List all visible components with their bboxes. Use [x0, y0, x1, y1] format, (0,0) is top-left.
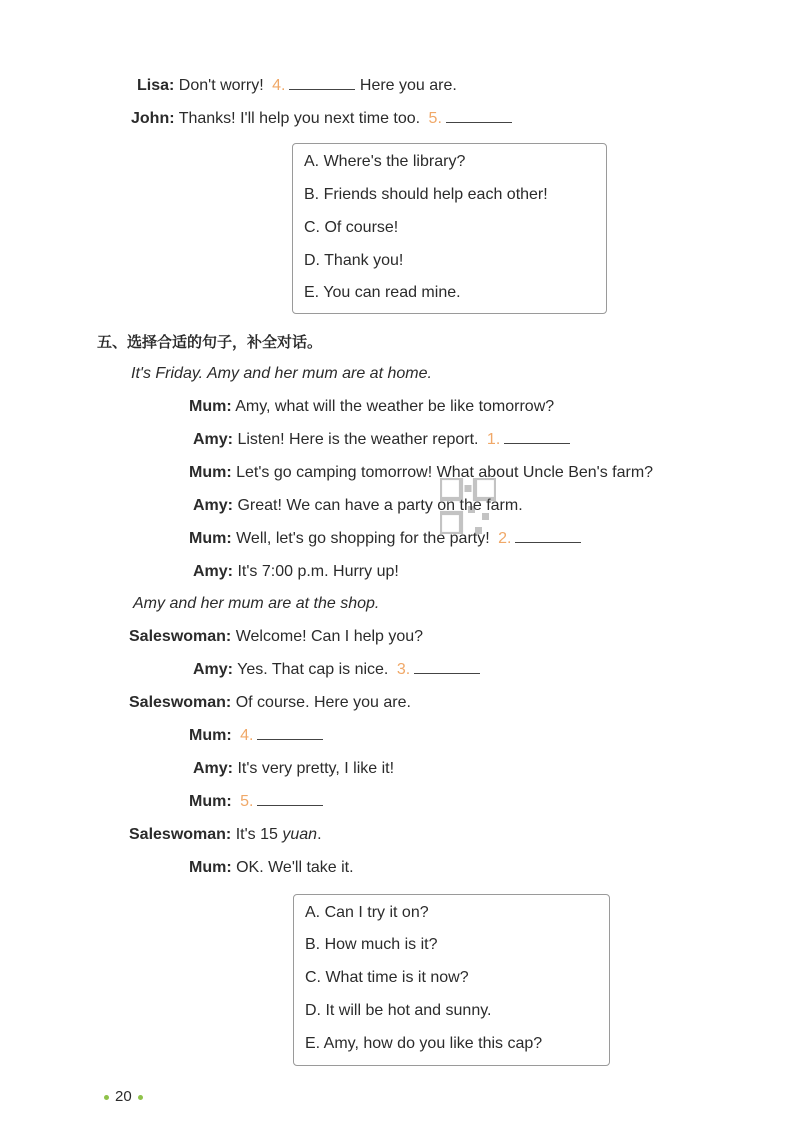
- answer-blank[interactable]: [257, 791, 323, 806]
- dialog-text-after: Here you are.: [355, 77, 457, 94]
- question-number: 4.: [272, 77, 286, 94]
- option-d: D. Thank you!: [304, 252, 404, 269]
- dialog-line: [193, 561, 399, 583]
- footer-dot-left: [104, 1095, 109, 1100]
- speaker-label: Mum:: [189, 464, 232, 481]
- dialog-text: It's very pretty, I like it!: [237, 760, 395, 777]
- section-heading: 五、选择合适的句子，补全对话。: [97, 333, 323, 351]
- page-number-text: 20: [115, 1088, 132, 1105]
- answer-blank[interactable]: [515, 528, 581, 543]
- question-number: 3.: [396, 661, 411, 678]
- dialog-text: It's 15: [235, 826, 283, 843]
- dialog-line: [189, 791, 323, 813]
- option-a: A. Where's the library?: [304, 153, 466, 170]
- dialog-text: Don't worry!: [178, 77, 269, 94]
- question-number: 4.: [240, 727, 254, 744]
- options-box-section4: [292, 143, 607, 314]
- speaker-label: Amy:: [193, 431, 234, 448]
- question-number: 2.: [498, 530, 512, 547]
- dialog-line: [193, 758, 394, 780]
- dialog-text: Thanks! I'll help you next time too.: [178, 110, 425, 127]
- dialog-line-john: [131, 108, 512, 130]
- option-c: C. Of course!: [304, 219, 399, 236]
- speaker-label: Amy:: [193, 497, 234, 514]
- speaker-label: Saleswoman:: [129, 694, 232, 711]
- option-e: E. Amy, how do you like this cap?: [305, 1035, 543, 1052]
- qr-code-icon: [440, 478, 496, 534]
- speaker-label: Saleswoman:: [129, 628, 232, 645]
- speaker-label: Mum:: [189, 859, 232, 876]
- speaker-label: Amy:: [193, 661, 234, 678]
- question-number: 5.: [428, 110, 442, 127]
- footer-dot-right: [138, 1095, 143, 1100]
- speaker-label: Lisa:: [137, 77, 175, 94]
- speaker-label: Saleswoman:: [129, 826, 232, 843]
- dialog-line: [193, 429, 570, 451]
- speaker-label: Mum:: [189, 727, 232, 744]
- dialog-text: Let's go camping tomorrow! What about Uncle Ben's farm?: [236, 464, 654, 481]
- dialog-line: [189, 725, 323, 747]
- dialog-text: Listen! Here is the weather report.: [237, 431, 483, 448]
- answer-blank[interactable]: [257, 725, 323, 740]
- question-number: 5.: [240, 793, 254, 810]
- dialog-line: [129, 824, 322, 846]
- option-b: B. Friends should help each other!: [304, 186, 548, 203]
- currency-word: yuan: [282, 826, 318, 843]
- option-c: C. What time is it now?: [305, 969, 469, 986]
- dialog-line: [129, 626, 423, 648]
- scene-description-shop: Amy and her mum are at the shop.: [133, 595, 380, 612]
- dialog-line: [189, 396, 554, 418]
- dialog-text: Amy, what will the weather be like tomorrow?: [235, 398, 555, 415]
- answer-blank[interactable]: [504, 429, 570, 444]
- question-number: 1.: [486, 431, 501, 448]
- answer-blank[interactable]: [289, 75, 355, 90]
- dialog-text-after: .: [317, 826, 322, 843]
- speaker-label: Mum:: [189, 398, 232, 415]
- speaker-label: John:: [131, 110, 175, 127]
- option-e: E. You can read mine.: [304, 284, 461, 301]
- scene-description-home: It's Friday. Amy and her mum are at home.: [131, 365, 432, 382]
- speaker-label: Mum:: [189, 793, 232, 810]
- dialog-line-lisa: [137, 75, 457, 97]
- speaker-label: Amy:: [193, 563, 234, 580]
- speaker-label: Amy:: [193, 760, 234, 777]
- dialog-line: [189, 528, 581, 550]
- option-a: A. Can I try it on?: [305, 904, 429, 921]
- dialog-text: Of course. Here you are.: [235, 694, 411, 711]
- page-number: [98, 1086, 149, 1108]
- dialog-text: It's 7:00 p.m. Hurry up!: [237, 563, 399, 580]
- dialog-line: [189, 857, 354, 879]
- dialog-text: Great! We can have a party on the farm.: [237, 497, 523, 514]
- dialog-text: Well, let's go shopping for the party!: [236, 530, 495, 547]
- dialog-line: [189, 462, 653, 484]
- options-box-section5: [293, 894, 610, 1066]
- dialog-line: [193, 659, 480, 681]
- speaker-label: Mum:: [189, 530, 232, 547]
- answer-blank[interactable]: [446, 108, 512, 123]
- answer-blank[interactable]: [414, 659, 480, 674]
- option-d: D. It will be hot and sunny.: [305, 1002, 492, 1019]
- dialog-text: OK. We'll take it.: [236, 859, 354, 876]
- dialog-text: Welcome! Can I help you?: [235, 628, 424, 645]
- dialog-line: [129, 692, 411, 714]
- dialog-text: Yes. That cap is nice.: [237, 661, 393, 678]
- option-b: B. How much is it?: [305, 936, 438, 953]
